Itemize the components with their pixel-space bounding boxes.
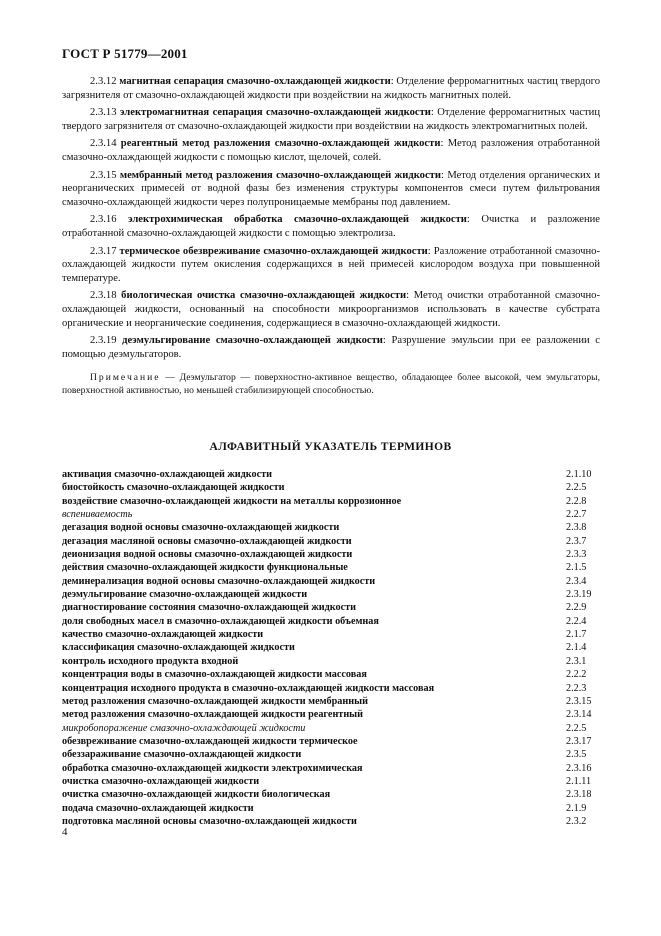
- index-entry: [62, 762, 600, 775]
- index-reference: 2.3.8: [566, 522, 587, 534]
- index-entry: [62, 508, 600, 521]
- index-term: активация смазочно-охлаждающей жидкости: [62, 469, 273, 480]
- index-reference: 2.2.5: [566, 482, 587, 494]
- index-term: дегазация масляной основы смазочно-охлаждающей жидкости: [62, 535, 352, 547]
- index-entry: [62, 802, 600, 815]
- index-term: качество смазочно-охлаждающей жидкости: [62, 629, 264, 641]
- definition-term: биологическая очистка смазочно-охлаждающей жидкости: [121, 290, 407, 302]
- index-reference: 2.2.8: [566, 495, 587, 507]
- index-entry: [62, 561, 600, 574]
- definition-paragraph: 2.3.16 электрохимическая обработка смазочно-охлаждающей жидкости: Очистка и разложение отработанной смазочно-охлаждающей жидкости с помощью электролиза.: [62, 214, 600, 239]
- index-term: деионизация водной основы смазочно-охлаждающей жидкости: [62, 549, 353, 561]
- index-entry: [62, 815, 600, 828]
- index-reference: 2.3.5: [566, 749, 587, 761]
- definition-number: 2.3.18: [90, 290, 117, 302]
- definition-number: 2.3.19: [90, 335, 117, 347]
- index-term: доля свободных масел в смазочно-охлаждающей жидкости объемная: [62, 615, 379, 627]
- index-reference: 2.3.14: [566, 709, 592, 721]
- index-term: биостойкость смазочно-охлаждающей жидкости: [62, 482, 285, 494]
- index-reference: 2.3.19: [566, 589, 592, 601]
- definition-paragraph: 2.3.19 деэмульгирование смазочно-охлаждающей жидкости: Разрушение эмульсии при ее разложении с помощью деэмульгаторов.: [62, 335, 601, 360]
- index-term: обработка смазочно-охлаждающей жидкости электрохимическая: [62, 762, 363, 774]
- index-entry: [62, 535, 600, 548]
- index-reference: 2.3.7: [566, 535, 587, 547]
- index-title: АЛФАВИТНЫЙ УКАЗАТЕЛЬ ТЕРМИНОВ: [209, 441, 452, 453]
- definition-paragraph: 2.3.13 электромагнитная сепарация смазочно-охлаждающей жидкости: Отделение ферромагнитных частиц твердого загрязнителя от смазочно-охлаждающей жидкости при воздействии на жидкость электромагнитных полей.: [62, 107, 601, 132]
- index-entry: [62, 735, 600, 748]
- index-term: диагностирование состояния смазочно-охлаждающей жидкости: [62, 602, 357, 614]
- index-entry: [62, 615, 600, 628]
- index-reference: 2.1.5: [566, 562, 587, 574]
- index-entry: [62, 722, 600, 735]
- index-reference: 2.3.2: [566, 815, 587, 827]
- standard-header: ГОСТ Р 51779—2001: [62, 46, 188, 61]
- note-paragraph: [62, 371, 600, 397]
- definition-term: магнитная сепарация смазочно-охлаждающей жидкости: [119, 76, 391, 87]
- definition-term: термическое обезвреживание смазочно-охлаждающей жидкости: [119, 245, 428, 257]
- definition-number: 2.3.14: [90, 138, 117, 150]
- definition-text: Метод отделения органических и неорганических примесей от водной фазы без изменения структуры компонентов смеси путем фильтрования смазочно-охлаждающей жидкости через полупроницаемые мембраны под давлением.: [62, 169, 601, 208]
- definition-term: деэмульгирование смазочно-охлаждающей жидкости: [122, 335, 383, 347]
- definition-number: 2.3.17: [90, 245, 117, 257]
- definition-text: Метод разложения отработанной смазочно-охлаждающей жидкости с помощью кислот, щелочей, солей.: [62, 138, 600, 163]
- index-term: контроль исходного продукта входной: [62, 655, 239, 667]
- definition-text: Очистка и разложение отработанной смазочно-охлаждающей жидкости с помощью электролиза.: [62, 214, 600, 239]
- note-text: — Деэмульгатор — поверхностно-активное вещество, обладающее более высокой, чем эмульгаторы, поверхностной активностью, но меньшей стабилизирующей способностью.: [62, 372, 600, 397]
- index-entry: [62, 481, 600, 494]
- index-reference: 2.2.7: [566, 509, 587, 521]
- index-term: дегазация водной основы смазочно-охлаждающей жидкости: [62, 522, 340, 534]
- index-reference: 2.1.7: [566, 629, 587, 641]
- definition-paragraph: 2.3.15 мембранный метод разложения смазочно-охлаждающей жидкости: Метод отделения органических и неорганических примесей от водной фазы без изменения структуры компонентов смеси путем фильтрования смазочно-охлаждающей жидкости через полупроницаемые мембраны под давлением.: [62, 169, 601, 208]
- index-entry: [62, 788, 600, 801]
- index-term: концентрация исходного продукта в смазочно-охлаждающей жидкости массовая: [62, 682, 435, 694]
- index-term: очистка смазочно-охлаждающей жидкости: [62, 775, 260, 787]
- note-label: Примечание: [90, 372, 161, 384]
- index-entry: [62, 775, 600, 788]
- index-term: подготовка масляной основы смазочно-охлаждающей жидкости: [62, 815, 357, 827]
- index-reference: 2.3.15: [566, 695, 592, 707]
- index-reference: 2.3.18: [566, 789, 592, 801]
- index-term: воздействие смазочно-охлаждающей жидкости на металлы коррозионное: [62, 495, 402, 507]
- definition-paragraph: 2.3.18 биологическая очистка смазочно-охлаждающей жидкости: Метод очистки отработанной смазочно-охлаждающей жидкости, основанный на способности микроорганизмов использовать в качестве субстрата органические и неорганические соединения, содержащиеся в смазочно-охлаждающей жидкости.: [62, 290, 600, 329]
- definition-text: Метод очистки отработанной смазочно-охлаждающей жидкости, основанный на способности микроорганизмов использовать в качестве субстрата органические и неорганические соединения, содержащиеся в смазочно-охлаждающей жидкости.: [62, 290, 600, 329]
- definition-number: 2.3.16: [90, 214, 117, 226]
- index-term: деминерализация водной основы смазочно-охлаждающей жидкости: [62, 575, 376, 587]
- definition-text: Отделение ферромагнитных частиц твердого загрязнителя от смазочно-охлаждающей жидкости при воздействии на жидкость магнитных полей.: [62, 76, 601, 101]
- index-reference: 2.2.5: [566, 722, 587, 734]
- index-term: метод разложения смазочно-охлаждающей жидкости реагентный: [62, 709, 364, 721]
- index-reference: 2.2.9: [566, 602, 587, 614]
- index-entry: [62, 601, 600, 614]
- page-number: 4: [62, 826, 68, 838]
- definitions-list: [62, 75, 600, 361]
- index-term: подача смазочно-охлаждающей жидкости: [62, 802, 254, 814]
- index-reference: 2.3.17: [566, 735, 592, 747]
- definition-term: мембранный метод разложения смазочно-охлаждающей жидкости: [119, 169, 441, 181]
- index-term: метод разложения смазочно-охлаждающей жидкости мембранный: [62, 695, 368, 707]
- definition-text: Отделение ферромагнитных частиц твердого загрязнителя от смазочно-охлаждающей жидкости при воздействии на жидкость электромагнитных полей.: [62, 107, 601, 132]
- terms-index: [62, 468, 600, 828]
- definition-paragraph: 2.3.12 магнитная сепарация смазочно-охлаждающей жидкости: Отделение ферромагнитных частиц твердого загрязнителя от смазочно-охлаждающей жидкости при воздействии на жидкость магнитных полей.: [62, 76, 601, 101]
- index-reference: 2.2.3: [566, 682, 587, 694]
- index-reference: 2.1.11: [566, 775, 592, 787]
- index-entry: [62, 495, 600, 508]
- index-entry: [62, 548, 600, 561]
- index-reference: 2.2.2: [566, 669, 587, 681]
- index-reference: 2.3.3: [566, 549, 587, 561]
- index-term: действия смазочно-охлаждающей жидкости функциональные: [62, 562, 348, 574]
- index-entry: [62, 682, 600, 695]
- index-reference: 2.1.9: [566, 802, 587, 814]
- index-entry: [62, 521, 600, 534]
- index-entry: [62, 641, 600, 654]
- index-term: обезвреживание смазочно-охлаждающей жидкости термическое: [62, 735, 358, 747]
- index-term: классификация смазочно-охлаждающей жидкости: [62, 642, 295, 654]
- definition-text: Разрушение эмульсии при ее разложении с помощью деэмульгаторов.: [62, 335, 601, 360]
- definition-term: электрохимическая обработка смазочно-охлаждающей жидкости: [127, 214, 467, 226]
- definitions-block: [62, 75, 600, 397]
- definition-number: 2.3.15: [90, 169, 117, 181]
- index-reference: 2.3.1: [566, 655, 587, 667]
- index-reference: 2.3.16: [566, 762, 592, 774]
- index-entry: [62, 708, 600, 721]
- definition-term: реагентный метод разложения смазочно-охлаждающей жидкости: [120, 138, 441, 150]
- index-term: микробопоражение смазочно-охлаждающей жидкости: [62, 722, 306, 734]
- index-entry: [62, 748, 600, 761]
- index-entry: [62, 655, 600, 668]
- index-term: обеззараживание смазочно-охлаждающей жидкости: [62, 749, 302, 761]
- index-reference: 2.2.4: [566, 615, 587, 627]
- index-term: деэмульгирование смазочно-охлаждающей жидкости: [62, 589, 308, 601]
- definition-number: 2.3.13: [90, 107, 117, 119]
- definition-paragraph: 2.3.14 реагентный метод разложения смазочно-охлаждающей жидкости: Метод разложения отработанной смазочно-охлаждающей жидкости с помощью кислот, щелочей, солей.: [62, 138, 600, 163]
- definition-number: 2.3.12: [90, 76, 117, 87]
- index-term: очистка смазочно-охлаждающей жидкости биологическая: [62, 789, 331, 801]
- index-reference: 2.1.4: [566, 642, 587, 654]
- definition-text: Разложение отработанной смазочно-охлаждающей жидкости путем окисления содержащихся в ней примесей кислородом воздуха при повышенной температуре.: [62, 245, 600, 284]
- index-entry: [62, 575, 600, 588]
- definition-paragraph: 2.3.17 термическое обезвреживание смазочно-охлаждающей жидкости: Разложение отработанной смазочно-охлаждающей жидкости путем окисления содержащихся в ней примесей кислородом воздуха при повышенной температуре.: [62, 245, 600, 284]
- index-entry: [62, 628, 600, 641]
- index-reference: 2.3.4: [566, 575, 587, 587]
- index-entry: [62, 695, 600, 708]
- index-entry: [62, 668, 600, 681]
- index-term: концентрация воды в смазочно-охлаждающей жидкости массовая: [62, 669, 367, 681]
- index-entry: [62, 468, 600, 481]
- index-term: вспениваемость: [62, 509, 133, 521]
- index-entry: [62, 588, 600, 601]
- index-reference: 2.1.10: [566, 469, 592, 480]
- definition-term: электромагнитная сепарация смазочно-охлаждающей жидкости: [119, 107, 431, 119]
